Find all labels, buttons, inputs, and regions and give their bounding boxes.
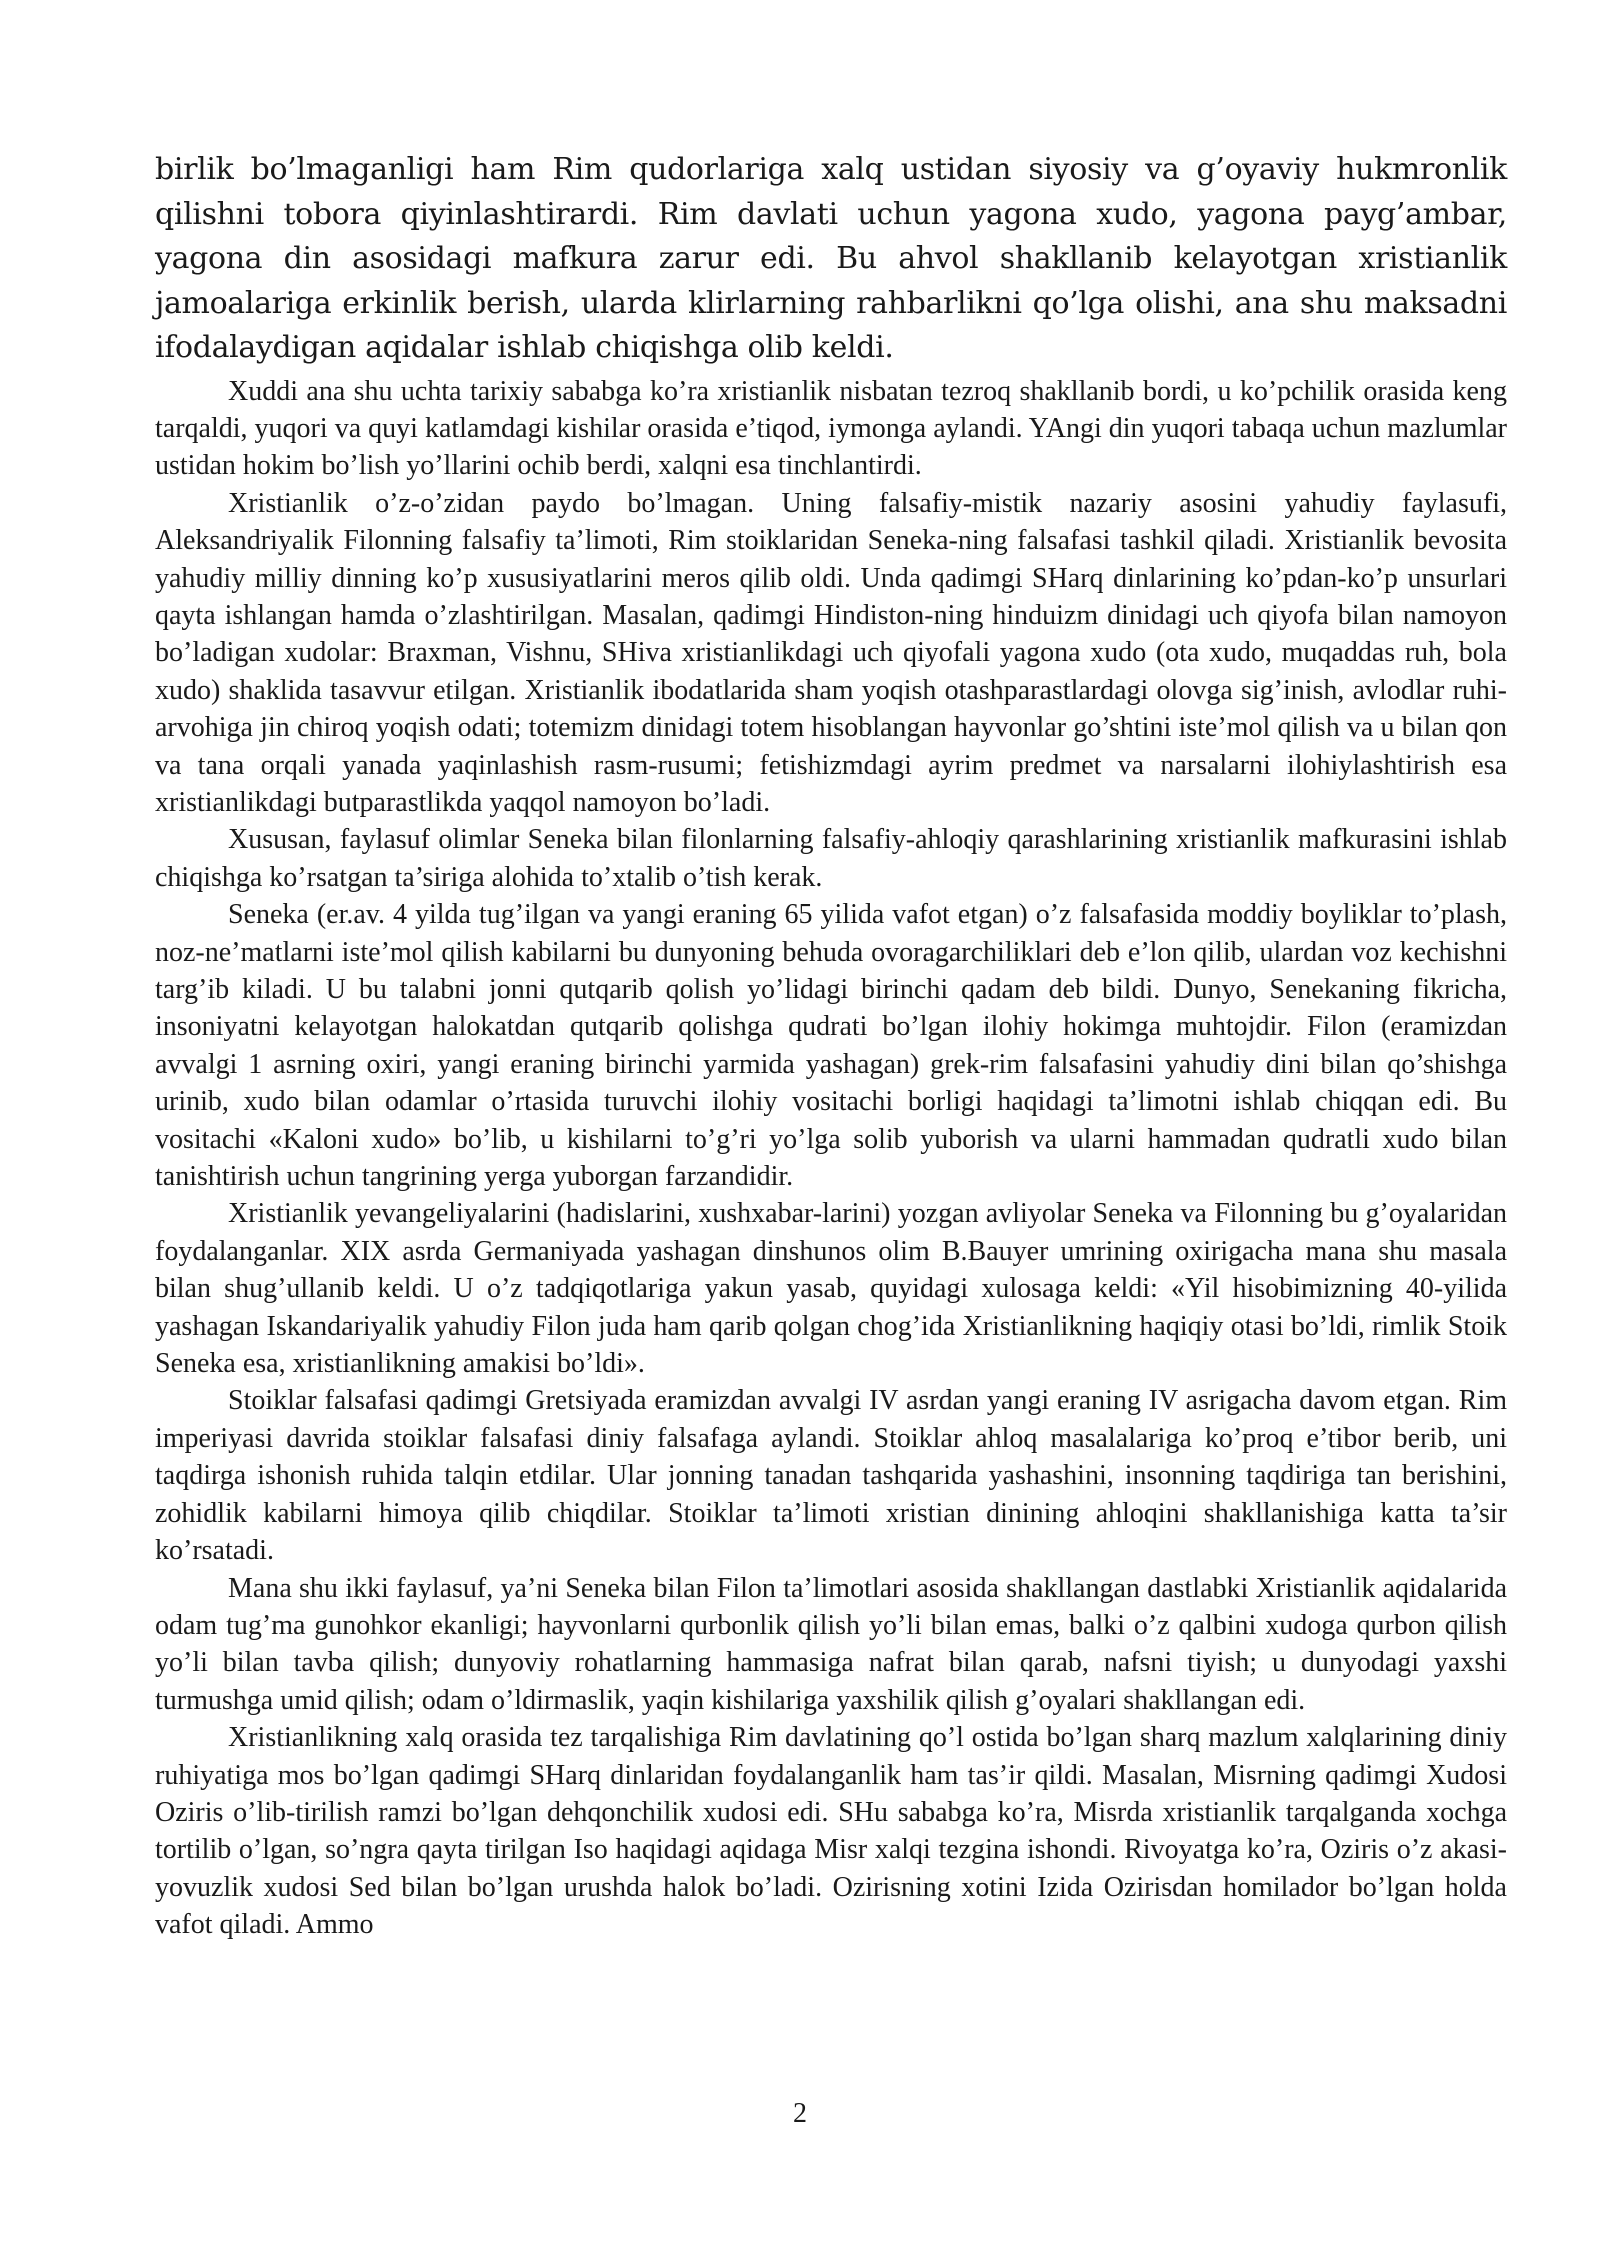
paragraph-5: Xristianlik yevangeliyalarini (hadislarini, xushxabar-larini) yozgan avliyolar Seneka va Filonning bu g’oyalaridan foydalanganlar. XIX asrda Germaniyada yashagan dinshunos olim B.Bauyer umrining oxirigacha mana shu masala bilan shug’ullanib keldi. U o’z tadqiqotlariga yakun yasab, quyidagi xulosaga keldi: «Yil hisobimizning 40-yilida yashagan Iskandariyalik yahudiy Filon juda ham qarib qolgan chog’ida Xristianlikning haqiqiy otasi bo’ldi, rimlik Stoik Seneka esa, xristianlikning amakisi bo’ldi». [155, 1198, 1507, 1380]
paragraph-4: Seneka (er.av. 4 yilda tug’ilgan va yangi eraning 65 yilida vafot etgan) o’z falsafasida moddiy boyliklar to’plash, noz-ne’matlarni iste’mol qilish kabilarni bu dunyoning behuda ovoragarchiliklari deb e’lon qilib, ulardan voz kechishni targ’ib kiladi. U bu talabni jonni qutqarib qolish yo’lidagi birinchi qadam deb bildi. Dunyo, Senekaning fikricha, insoniyatni kelayotgan halokatdan qutqarib qolishga qudrati bo’lgan ilohiy hokimga muhtojdir. Filon (eramizdan avvalgi 1 asrning oxiri, yangi eraning birinchi yarmida yashagan) grek-rim falsafasini yahudiy dini bilan qo’shishga urinib, xudo bilan odamlar o’rtasida turuvchi ilohiy vositachi borligi haqidagi ta’limotni ishlab chiqqan edi. Bu vositachi «Kaloni xudo» bo’lib, u kishilarni to’g’ri yo’lga solib yuborish va ularni hammadan qudratli xudo bilan tanishtirish uchun tangrining yerga yuborgan farzandidir. [155, 899, 1507, 1193]
paragraph-3: Xususan, faylasuf olimlar Seneka bilan filonlarning falsafiy-ahloqiy qarashlarining xristianlik mafkurasini ishlab chiqishga ko’rsatgan ta’siriga alohida to’xtalib o’tish kerak. [155, 824, 1507, 893]
paragraph-6: Stoiklar falsafasi qadimgi Gretsiyada eramizdan avvalgi IV asrdan yangi eraning IV asrigacha davom etgan. Rim imperiyasi davrida stoiklar falsafasi diniy falsafaga aylandi. Stoiklar ahloq masalalariga ko’proq e’tibor berib, uni taqdirga ishonish ruhida talqin etdilar. Ular jonning tanadan tashqarida yashashini, insonning taqdiriga tan berishini, zohidlik kabilarni himoya qilib chiqdilar. Stoiklar ta’limoti xristian dinining ahloqini shakllanishiga katta ta’sir ko’rsatadi. [155, 1385, 1507, 1567]
lead-paragraph: birlik bo’lmaganligi ham Rim qudorlariga xalq ustidan siyosiy va g’oyaviy hukmronlik qilishni tobora qiyinlashtirardi. Rim davlati uchun yagona xudo, yagona payg’ambar, yagona din asosidagi mafkura zarur edi. Bu ahvol shakllanib kelayotgan xristianlik jamoalariga erkinlik berish, ularda klirlarning rahbarlikni qo’lga olishi, ana shu maksadni ifodalaydigan aqidalar ishlab chiqishga olib keldi. [155, 152, 1507, 365]
paragraph-7: Mana shu ikki faylasuf, ya’ni Seneka bilan Filon ta’limotlari asosida shakllangan dastlabki Xristianlik aqidalarida odam tug’ma gunohkor ekanligi; hayvonlarni qurbonlik qilish yo’li bilan emas, balki o’z qalbini xudoga qurbon qilish yo’li bilan tavba qilish; dunyoviy rohatlarning hammasiga nafrat bilan qarab, nafsni tiyish; u dunyodagi yaxshi turmushga umid qilish; odam o’ldirmaslik, yaqin kishilariga yaxshilik qilish g’oyalari shakllangan edi. [155, 1572, 1507, 1716]
paragraph-1: Xuddi ana shu uchta tarixiy sababga ko’ra xristianlik nisbatan tezroq shakllanib bordi, u ko’pchilik orasida keng tarqaldi, yuqori va quyi katlamdagi kishilar orasida e’tiqod, iymonga aylandi. YAngi din yuqori tabaqa uchun mazlumlar ustidan hokim bo’lish yo’llarini ochib berdi, xalqni esa tinchlantirdi. [155, 375, 1507, 482]
document-page [155, 148, 1507, 1944]
paragraph-8: Xristianlikning xalq orasida tez tarqalishiga Rim davlatining qo’l ostida bo’lgan sharq mazlum xalqlarining diniy ruhiyatiga mos bo’lgan qadimgi SHarq dinlaridan foydalanganlik ham tas’ir qildi. Masalan, Misrning qadimgi Xudosi Oziris o’lib-tirilish ramzi bo’lgan dehqonchilik xudosi edi. SHu sababga ko’ra, Misrda xristianlik tarqalganda xochga tortilib o’lgan, so’ngra qayta tirilgan Iso haqidagi aqidaga Misr xalqi tezgina ishondi. Rivoyatga ko’ra, Oziris o’z akasi-yovuzlik xudosi Sed bilan bo’lgan urushda halok bo’ladi. Ozirisning xotini Izida Ozirisdan homilador bo’lgan holda vafot qiladi. Ammo [155, 1722, 1507, 1941]
paragraph-2: Xristianlik o’z-o’zidan paydo bo’lmagan. Uning falsafiy-mistik nazariy asosini yahudiy faylasufi, Aleksandriyalik Filonning falsafiy ta’limoti, Rim stoiklaridan Seneka-ning falsafasi tashkil qiladi. Xristianlik bevosita yahudiy milliy dinning ko’p xususiyatlarini meros qilib oldi. Unda qadimgi SHarq dinlarining ko’pdan-ko’p unsurlari qayta ishlangan hamda o’zlashtirilgan. Masalan, qadimgi Hindiston-ning hinduizm dinidagi uch qiyofa bilan namoyon bo’ladigan xudolar: Braxman, Vishnu, SHiva xristianlikdagi uch qiyofali yagona xudo (ota xudo, muqaddas ruh, bola xudo) shaklida tasavvur etilgan. Xristianlik ibodatlarida sham yoqish otashparastlardagi olovga sig’inish, avlodlar ruhi-arvohiga jin chiroq yoqish odati; totemizm dinidagi totem hisoblangan hayvonlar go’shtini iste’mol qilish va u bilan qon va tana orqali yanada yaqinlashish rasm-rusumi; fetishizmdagi ayrim predmet va narsalarni ilohiylashtirish esa xristianlikdagi butparastlikda yaqqol namoyon bo’ladi. [155, 487, 1507, 818]
page-number: 2 [793, 2098, 807, 2129]
